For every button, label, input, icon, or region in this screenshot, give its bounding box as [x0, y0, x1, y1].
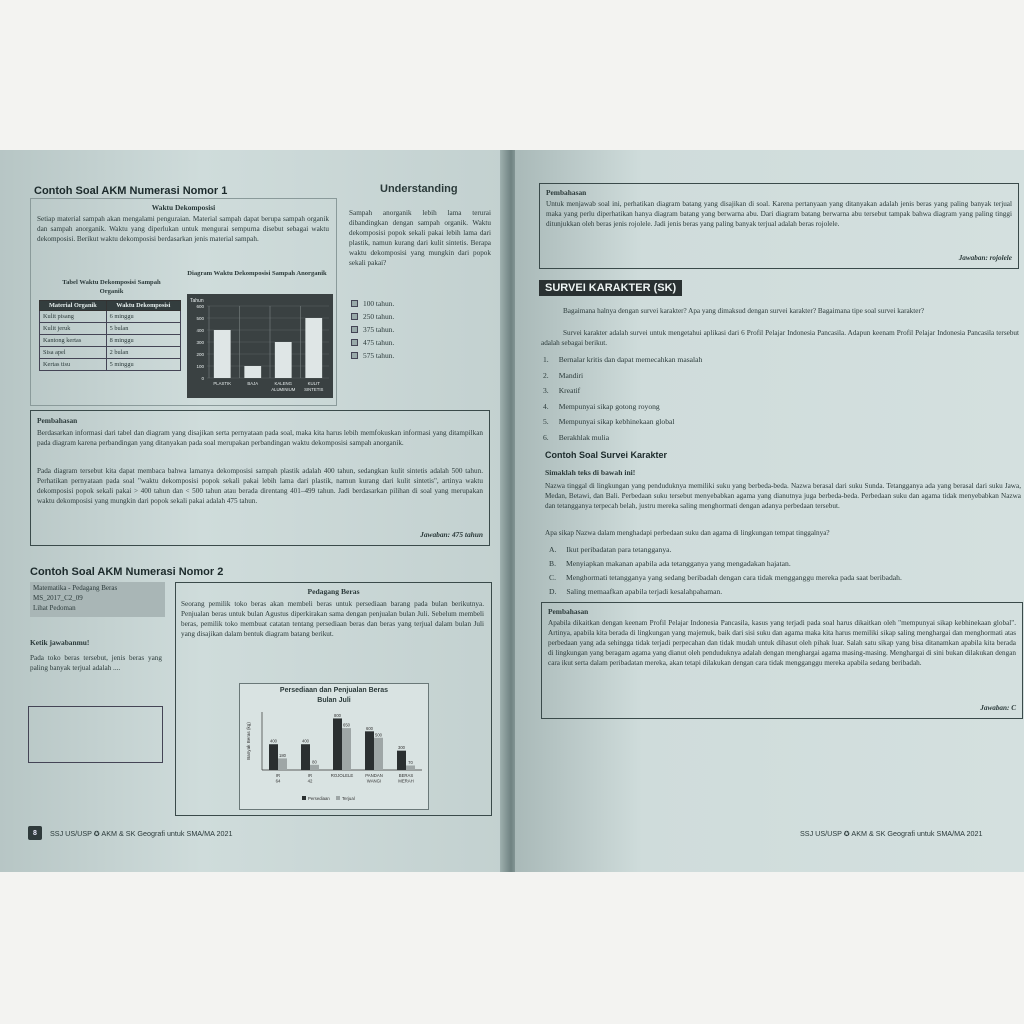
answer-label: Jawaban: rojolele [958, 254, 1012, 262]
x-tick-label: PLASTIK [213, 381, 232, 386]
option-item[interactable] [351, 323, 394, 336]
data-label: 500 [375, 732, 382, 738]
pembahasan-p1: Berdasarkan informasi dari tabel dan diagram yang disajikan serta pernyataan pada soal, maka kita harus lebih memfokuskan informasi yang ditampilkan pada diagram karena perbandingan yang ditanyakan pada soal merupakan perbandingan waktu dekomposisi sampah anorganik. [37, 429, 483, 447]
profil-list [543, 352, 702, 445]
option-letter: A. [549, 544, 557, 554]
x-tick-label: PANDAN [365, 773, 383, 778]
x-tick-label: KALENG [274, 381, 292, 386]
table-row [40, 359, 181, 371]
list-number: 6. [543, 432, 549, 442]
y-tick-label: 300 [196, 339, 204, 345]
y-axis-label: Tahun [190, 298, 204, 304]
option-letter: D. [549, 586, 557, 596]
table-row [40, 347, 181, 359]
table-cell: 5 bulan [106, 323, 180, 335]
meta-code: MS_2017_C2_09 [33, 594, 83, 602]
x-tick-label: BAJA [247, 381, 259, 386]
bar [275, 342, 292, 378]
legend-label: Terjual [342, 795, 355, 801]
x-tick-label: KULIT [307, 381, 320, 386]
bar [342, 728, 351, 770]
bar [269, 744, 278, 770]
answer-option[interactable] [549, 570, 902, 584]
answer-label: Jawaban: 475 tahun [420, 530, 483, 539]
rice-chart-frame [239, 683, 429, 810]
question-box-2 [175, 582, 492, 816]
y-axis-label: Banyak Beras (kg) [246, 722, 251, 760]
list-item [543, 368, 702, 384]
list-number: 3. [543, 386, 549, 396]
table-cell: Kertas tisu [40, 359, 107, 371]
answer-input[interactable] [28, 706, 163, 763]
sk-heading: SURVEI KARAKTER (SK) [539, 280, 682, 296]
table-cell: Kulit jeruk [40, 323, 107, 335]
table-title: Tabel Waktu Dekomposisi Sampah Organik [62, 279, 161, 295]
pembahasan-title: Pembahasan [37, 416, 78, 425]
legend-swatch [302, 796, 306, 800]
pembahasan-p2: Pada diagram tersebut kita dapat membaca bahwa lamanya dekomposisi sampah plastik adalah 400 tahun, sedangkan kulit sintetis adalah 500 tahun. Perhatikan pernyataan pada soal "waktu dekomposisi popok sekali pakai lebih lama dari plastik, namun kurang dari kulit sintetis", artinya waktu dekomposisi popok sekali pakai > 400 tahun dan < 500 tahun atau berada direntang 401–499 tahun. Jadi berdasarkan pilihan di soal yang merupakan waktu dekomposisi yang mungkin dari popok sekali pakai adalah 475 tahun. [37, 467, 483, 505]
x-tick-label: ROJOLELE [330, 773, 354, 778]
pembahasan-title: Pembahasan [546, 188, 587, 197]
question-box-1 [30, 198, 337, 406]
meta-box [30, 582, 165, 617]
y-tick-label: 400 [196, 327, 204, 333]
option-text: Menghormati tetangganya yang sedang beribadah dengan cara tidak mengganggu mereka pada saat beribadah. [565, 572, 902, 582]
table-row [40, 323, 181, 335]
x-tick-label: BERAS [398, 773, 414, 778]
rice-chart-title: Persediaan dan Penjualan Beras [279, 687, 389, 694]
pembahasan-box-3 [541, 602, 1023, 719]
question-title: Pedagang Beras [307, 587, 360, 596]
pembahasan-text: Apabila dikaitkan dengan keenam Profil Pelajar Indonesia Pancasila, kasus yang terjadi pada soal harus dikaitkan oleh "mempunyai sikap kebhinekaan global". Artinya, apabila kita berada di lingkungan yang majemuk, baik dari sisi suku dan agama maka kita harus memiliki sikap saling menghargai dan menghormati atas perbedaan yang ada sehingga tidak terjadi perpecahan dan tidak mudah untuk dihasut oleh pihak luar. Salah satu sikap yang bisa ditanamkan apabila kita berada di lingkungan yang beragam agama yang dianut oleh penduduknya adalah dengan menghargai agama masing-masing. Menghargai di sini bukan dilakukan dengan cara ikut serta dalam peribadatan mereka, akan tetapi dilakukan dengan cara tidak mengganggu mereka apabila sedang beribadah. [548, 619, 1016, 667]
bar [333, 718, 342, 770]
legend-swatch [336, 796, 340, 800]
bar [397, 751, 406, 770]
list-text: Mandiri [558, 370, 584, 380]
pembahasan-title: Pembahasan [548, 607, 589, 616]
x-tick-label: WANGI [366, 778, 382, 784]
option-item[interactable] [351, 336, 394, 349]
option-checkbox[interactable] [351, 313, 358, 320]
option-label: 100 tahun. [363, 299, 395, 308]
option-checkbox[interactable] [351, 300, 358, 307]
answer-label: Jawaban: C [980, 704, 1016, 712]
x-tick-label: 64 [275, 778, 281, 784]
book-spread [0, 150, 1024, 872]
y-tick-label: 200 [196, 351, 204, 357]
sk-paragraph-2: Survei karakter adalah survei untuk mengetahui aplikasi dari 6 Profil Pelajar Indonesia Pancasila. Adapun keenam Profil Pelajar Indonesia Pancasila tersebut adalah sebagai berikut. [541, 329, 1019, 347]
question-text: Sampah anorganik lebih lama terurai dibandingkan dengan sampah organik. Waktu dekomposisi popok sekali pakai lebih lama dari plastik, namun kurang dari kulit sintetis. Berapa waktu dekomposisi yang mungkin dari popok sekali pakai? [349, 209, 491, 267]
question-text: Seorang pemilik toko beras akan membeli beras untuk persediaan barang pada bulan berikutnya. Penjualan beras untuk bulan Agustus diperkirakan sama dengan penjualan bulan Juli. Sebelum membeli beras, pemilik toko membuat catatan tentang persediaan beras dan beras yang terjual dalam bulan Juli yang disajikan dalam bentuk diagram batang berikut. [181, 600, 484, 638]
bar [310, 765, 319, 770]
x-tick-label: IR [307, 773, 313, 778]
y-tick-label: 100 [196, 363, 204, 369]
pembahasan-box-1 [30, 410, 490, 546]
list-number: 1. [543, 355, 549, 365]
data-label: 400 [302, 738, 309, 744]
option-checkbox[interactable] [351, 352, 358, 359]
option-item[interactable] [351, 349, 394, 362]
x-tick-label: SINTETIS [304, 387, 324, 392]
answer-option[interactable] [549, 542, 902, 556]
bar [374, 738, 383, 770]
answer-options [549, 542, 902, 598]
answer-instruction: Ketik jawabanmu! [30, 638, 90, 647]
rice-chart-subtitle: Bulan Juli [317, 697, 351, 704]
bar [365, 731, 374, 770]
table-cell: 5 minggu [106, 359, 180, 371]
option-item[interactable] [351, 297, 394, 310]
data-label: 180 [279, 752, 286, 758]
simak-instruction: Simaklah teks di bawah ini! [545, 468, 636, 477]
answer-option[interactable] [549, 556, 902, 570]
table-cell: 2 bulan [106, 347, 180, 359]
list-text: Berakhlak mulia [558, 432, 610, 442]
option-text: Saling memaafkan apabila terjadi kesalahpahaman. [566, 586, 723, 596]
section-heading-1: Contoh Soal AKM Numerasi Nomor 1 [34, 185, 228, 197]
left-page [0, 150, 505, 872]
footer-text: SSJ US/USP ✪ AKM & SK Geografi untuk SMA/MA 2021 [800, 829, 983, 838]
table-header: Material Organik [40, 301, 107, 311]
y-tick-label: 0 [201, 375, 204, 381]
option-item[interactable] [351, 310, 394, 323]
table-cell: Sisa apel [40, 347, 107, 359]
option-letter: C. [549, 572, 556, 582]
section-heading-2: Contoh Soal AKM Numerasi Nomor 2 [30, 566, 224, 578]
right-page [515, 150, 1024, 872]
y-tick-label: 600 [196, 303, 204, 309]
data-label: 600 [366, 725, 373, 731]
bar [406, 765, 415, 770]
option-checkbox[interactable] [351, 326, 358, 333]
sk-question: Apa sikap Nazwa dalam menghadapi perbedaan suku dan agama di lingkungan tempat tinggalnya? [545, 529, 830, 537]
bar [278, 758, 287, 770]
legend-label: Persediaan [308, 795, 330, 801]
list-item [543, 352, 702, 368]
bar [301, 744, 310, 770]
table-row [40, 311, 181, 323]
list-item [543, 430, 702, 446]
data-label: 70 [408, 759, 413, 765]
story-text: Nazwa tinggal di lingkungan yang penduduknya memiliki suku yang berbeda-beda. Nazwa berasal dari suku Sunda. Tetangganya ada yang berasal dari suku Jawa, Medan, Betawi, dan Bali. Perbedaan suku tersebut menyebabkan agama yang dianutnya juga berbeda-beda. Perbedaan suku dan agama tidak menyebabkan Nazwa dan tetangganya terpecah belah, justru mereka saling menghormati dengan adanya perbedaan tersebut. [545, 482, 1021, 510]
option-label: 250 tahun. [363, 312, 395, 321]
list-text: Mempunyai sikap gotong royong [558, 401, 660, 411]
contoh-sk-heading: Contoh Soal Survei Karakter [545, 450, 668, 460]
pembahasan-text: Untuk menjawab soal ini, perhatikan diagram batang yang disajikan di soal. Karena pertanyaan yang ditanyakan adalah jenis beras yang paling banyak terjual maka yang perlu diperhatikan hanya diagram batang yang berwarna abu. Dari diagram batang berwarna abu tersebut tampak bahwa diagram yang paling tinggi ditunjukkan oleh beras jenis rojolele. Jadi jenis beras yang paling banyak terjual adalah beras rojolele. [546, 200, 1012, 228]
bar [305, 318, 322, 378]
data-label: 400 [270, 738, 277, 744]
option-text: Menyiapkan makanan apabila ada tetangganya yang mengadakan hajatan. [565, 558, 791, 568]
data-label: 800 [334, 712, 341, 718]
decomposition-bar-chart [187, 294, 333, 398]
list-number: 2. [543, 370, 549, 380]
table-cell: 8 minggu [106, 335, 180, 347]
bar [244, 366, 261, 378]
data-label: 650 [343, 722, 350, 728]
list-text: Kreatif [558, 386, 581, 396]
list-number: 4. [543, 401, 549, 411]
table-row [40, 335, 181, 347]
understanding-tag: Understanding [380, 183, 458, 195]
table-cell: Kantong kertas [40, 335, 107, 347]
bar [214, 330, 231, 378]
table-header: Waktu Dekomposisi [106, 301, 180, 311]
question-title: Waktu Dekomposisi [151, 203, 216, 212]
list-text: Mempunyai sikap kebhinekaan global [558, 417, 675, 427]
question-intro: Setiap material sampah akan mengalami penguraian. Material sampah dapat berupa sampah organik dan sampah anorganik. Waktu yang diperlukan untuk mengurai sempurna disebut sebagai waktu dekomposisi. Berikut waktu dekomposisi berdasarkan jenis material sampah. [37, 215, 329, 243]
option-checkbox[interactable] [351, 339, 358, 346]
page-number: 8 [28, 826, 42, 840]
list-item [543, 399, 702, 415]
list-item [543, 414, 702, 430]
pembahasan-box-2 [539, 183, 1019, 269]
data-label: 80 [312, 759, 317, 765]
option-text: Ikut peribadatan para tetangganya. [566, 544, 672, 554]
answer-prompt: Pada toko beras tersebut, jenis beras yang paling banyak terjual adalah .... [30, 654, 162, 672]
option-label: 475 tahun. [363, 338, 395, 347]
meta-guide-link[interactable]: Lihat Pedoman [33, 604, 76, 612]
option-label: 575 tahun. [363, 351, 395, 360]
footer-text: SSJ US/USP ✪ AKM & SK Geografi untuk SMA/MA 2021 [50, 829, 233, 838]
list-text: Bernalar kritis dan dapat memecahkan masalah [558, 355, 703, 365]
x-tick-label: 42 [307, 778, 313, 784]
list-item [543, 383, 702, 399]
option-label: 375 tahun. [363, 325, 395, 334]
rice-bar-chart [240, 708, 428, 808]
table-cell: 6 minggu [106, 311, 180, 323]
chart1-title: Diagram Waktu Dekomposisi Sampah Anorganik [187, 270, 327, 277]
answer-option[interactable] [549, 584, 902, 598]
options-list [351, 297, 394, 362]
y-tick-label: 500 [196, 315, 204, 321]
decomposition-table [39, 300, 181, 371]
x-tick-label: IR [275, 773, 281, 778]
table-cell: Kulit pisang [40, 311, 107, 323]
option-letter: B. [549, 558, 556, 568]
data-label: 300 [398, 745, 405, 751]
meta-subject: Matematika - Pedagang Beras [33, 584, 118, 592]
list-number: 5. [543, 417, 549, 427]
x-tick-label: MERAH [398, 778, 414, 784]
x-tick-label: ALUMINIUM [271, 387, 296, 392]
sk-paragraph-1: Bagaimana halnya dengan survei karakter? Apa yang dimaksud dengan survei karakter? Bagaimana tipe soal survei karakter? [563, 307, 925, 315]
